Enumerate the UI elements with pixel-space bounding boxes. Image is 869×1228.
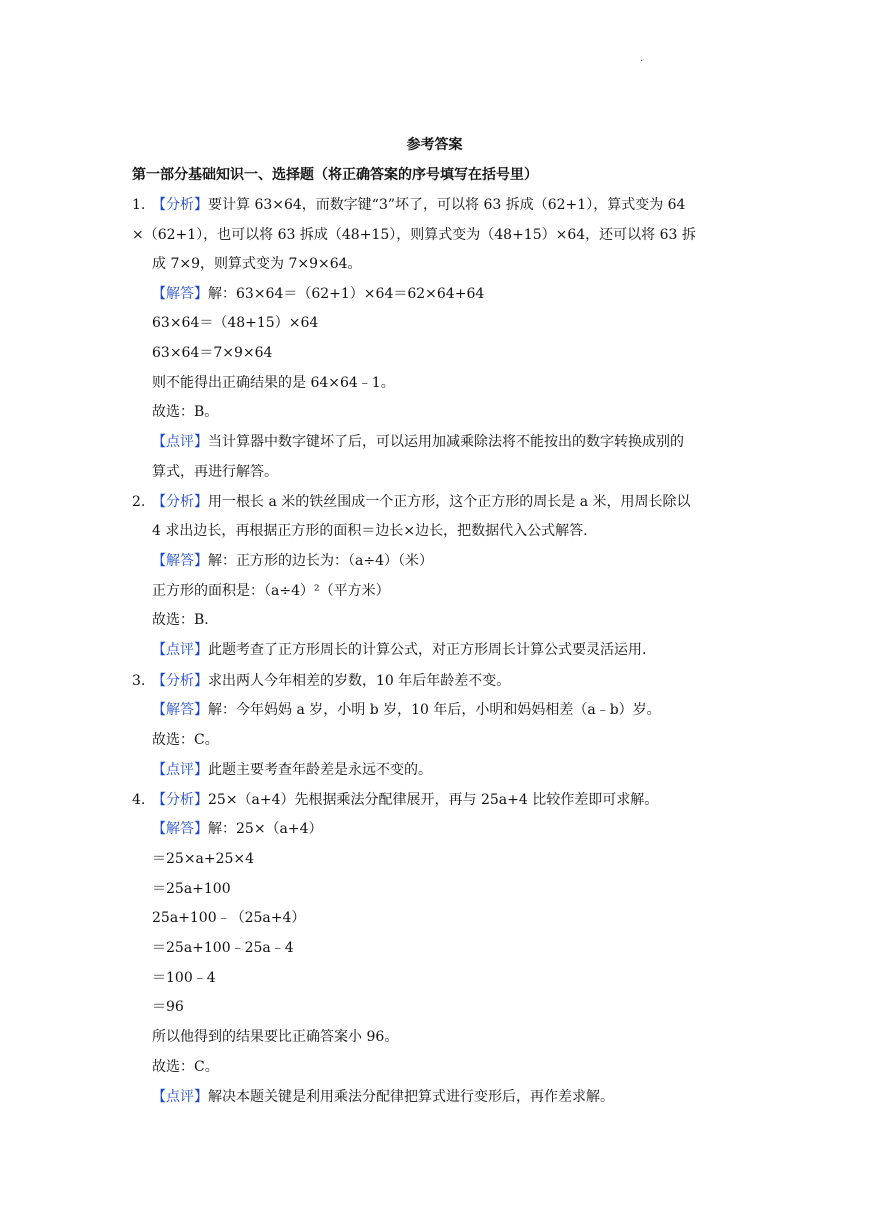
analysis-tag: 【分析】 [152,494,208,510]
question-number: 3. [132,673,146,689]
question-number: 4. [132,792,146,808]
q1-analysis-line: 成 7×9，则算式变为 7×9×64。 [152,256,362,272]
q4-step: ＝100﹣4 [152,970,216,986]
q3-answer-line: 【解答】解：今年妈妈 a 岁，小明 b 岁，10 年后，小明和妈妈相差（a﹣b）岁。 [152,702,661,718]
comment-tag: 【点评】 [152,1089,208,1105]
q1-step: 63×64＝（48+15）×64 [152,315,319,331]
q4-step: ＝25a+100 [152,881,231,897]
answer-tag: 【解答】 [152,553,208,569]
question-number: 2. [132,494,146,510]
answer-tag: 【解答】 [152,821,208,837]
comment-tag: 【点评】 [152,434,208,450]
analysis-tag: 【分析】 [152,673,208,689]
q4-step: ＝25×a+25×4 [152,851,255,867]
q2-area-line: 正方形的面积是：（a÷4）²（平方米） [152,583,390,599]
analysis-tag: 【分析】 [152,197,208,213]
page-title: 参考答案 [406,137,463,153]
section-heading: 第一部分基础知识一、选择题（将正确答案的序号填写在括号里） [132,167,538,183]
q4-analysis-line: 【分析】25×（a+4）先根据乘法分配律展开，再与 25a+4 比较作差即可求解。 [152,792,659,808]
q4-choice: 故选：C。 [152,1059,219,1075]
q1-analysis-line: ×（62+1），也可以将 63 拆成（48+15），则算式变为（48+15）×64，还可以将 63 拆 [132,227,696,243]
q3-comment-line: 【点评】此题主要考查年龄差是永远不变的。 [152,762,432,778]
q1-step: 63×64＝7×9×64 [152,345,273,361]
q2-choice: 故选：B. [152,612,209,628]
q2-answer-line: 【解答】解：正方形的边长为：（a÷4）（米） [152,553,433,569]
q2-analysis-line: 【分析】用一根长 a 米的铁丝围成一个正方形，这个正方形的周长是 a 米，用周长除以 [152,494,691,510]
q4-step: ＝96 [152,999,184,1015]
analysis-tag: 【分析】 [152,792,208,808]
q4-step: ＝25a+100﹣25a﹣4 [152,940,294,956]
q1-choice: 故选：B。 [152,404,219,420]
question-number: 1. [132,197,146,213]
q3-analysis-line: 【分析】求出两人今年相差的岁数，10 年后年龄差不变。 [152,673,511,689]
q4-step: 25a+100﹣（25a+4） [152,910,306,926]
q1-comment-line: 算式，再进行解答。 [152,464,278,480]
header-mark: · [640,56,644,67]
q1-analysis-line: 【分析】要计算 63×64，而数字键“3”坏了，可以将 63 拆成（62+1），算式变为 64 [152,197,686,213]
q4-answer-line: 【解答】解：25×（a+4） [152,821,323,837]
q3-choice: 故选：C。 [152,732,219,748]
comment-tag: 【点评】 [152,762,208,778]
q1-step: 则不能得出正确结果的是 64×64﹣1。 [152,375,395,391]
q4-step: 所以他得到的结果要比正确答案小 96。 [152,1029,399,1045]
answer-tag: 【解答】 [152,286,208,302]
q2-analysis-line: 4 求出边长，再根据正方形的面积＝边长×边长，把数据代入公式解答. [152,523,588,539]
answer-tag: 【解答】 [152,702,208,718]
q2-comment-line: 【点评】此题考查了正方形周长的计算公式，对正方形周长计算公式要灵活运用. [152,642,647,658]
q1-answer-line: 【解答】解：63×64＝（62+1）×64＝62×64+64 [152,286,485,302]
comment-tag: 【点评】 [152,642,208,658]
q1-comment-line: 【点评】当计算器中数字键坏了后，可以运用加减乘除法将不能按出的数字转换成别的 [152,434,684,450]
q4-comment-line: 【点评】解决本题关键是利用乘法分配律把算式进行变形后，再作差求解。 [152,1089,614,1105]
